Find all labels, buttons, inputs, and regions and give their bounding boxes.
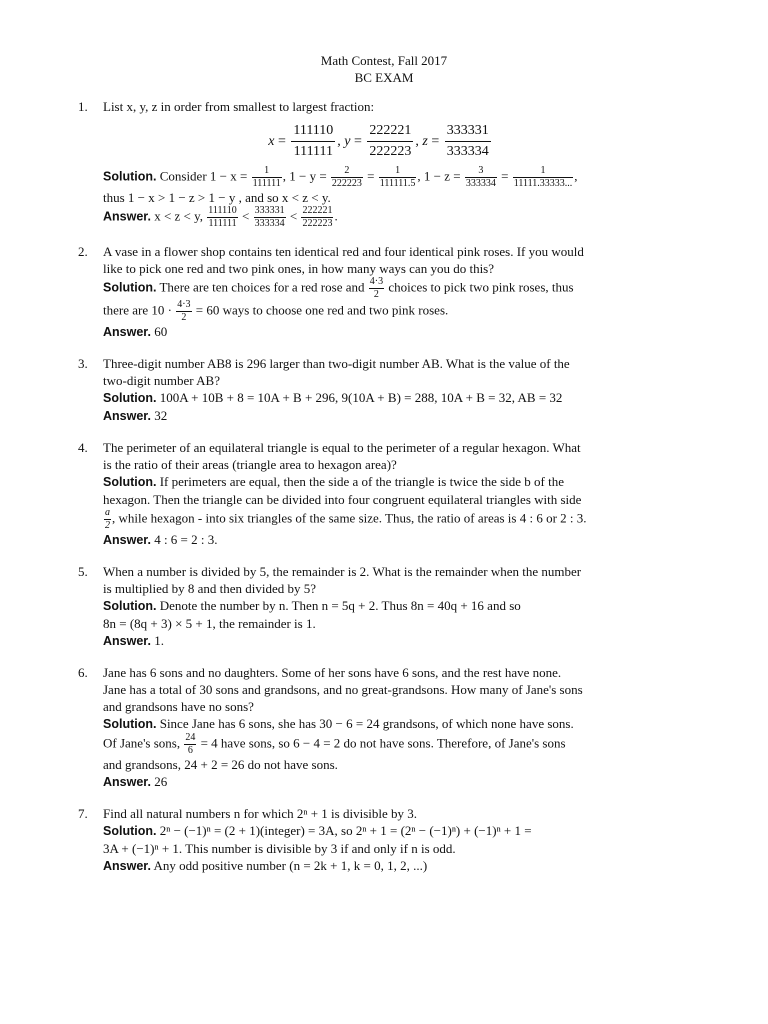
answer-line: Answer. Any odd positive number (n = 2k + 1, k = 0, 1, 2, ...) bbox=[103, 858, 428, 874]
answer-line: Answer. x < z < y, $\frac{111110}{111111}$ < $\frac{333331}{333334}$ < $\frac{222221}{222223}$ . bbox=[103, 205, 338, 230]
answer-label: Answer. bbox=[103, 409, 151, 424]
fraction-z: $\frac{333331}{333334}$ bbox=[446, 123, 489, 160]
answer-line: Answer. 26 bbox=[103, 774, 168, 790]
problem-number: 7. bbox=[78, 806, 88, 822]
answer-line: Answer. 60 bbox=[103, 324, 168, 340]
solution-line: Solution. Consider 1 − x = $\frac{1}{111111}$ , 1 − y = $\frac{2}{222223}$ = $\frac{1}{111111.5}$ , 1 − z = $\frac{3}{333334}$ = $\frac{1}{11111.33333...}$ , bbox=[103, 165, 578, 190]
exam-subtitle: BC EXAM bbox=[354, 70, 414, 85]
solution-line: hexagon. Then the triangle can be divided into four congruent equilateral triangles with side bbox=[103, 492, 582, 508]
answer-line: Answer. 1. bbox=[103, 633, 164, 649]
problem-2 bbox=[78, 243, 658, 341]
problem-number: 1. bbox=[78, 99, 88, 114]
problem-3 bbox=[78, 355, 658, 425]
solution-line: 3A + (−1)ⁿ + 1. This number is divisible by 3 if and only if n is odd. bbox=[103, 841, 456, 857]
problem-list bbox=[78, 98, 658, 889]
problem-number: 2. bbox=[78, 244, 88, 260]
exam-header bbox=[0, 52, 768, 86]
fraction-x: $\frac{111110}{111111}$ bbox=[293, 123, 334, 160]
problem-question: Jane has 6 sons and no daughters. Some of her sons have 6 sons, and the rest have none. bbox=[103, 665, 562, 681]
problem-question: two-digit number AB? bbox=[103, 373, 220, 389]
solution-label: Solution. bbox=[103, 280, 157, 295]
problem-5 bbox=[78, 563, 658, 650]
solution-line: Solution. 2ⁿ − (−1)ⁿ = (2 + 1)(integer) = 3A, so 2ⁿ + 1 = (2ⁿ − (−1)ⁿ) + (−1)ⁿ + 1 = bbox=[103, 823, 532, 839]
fraction-display: x = $\frac{111110}{111111}$ , y = $\frac{222221}{222223}$ , z = $\frac{333331}{333334}$ bbox=[268, 123, 489, 160]
problem-question: Jane has a total of 30 sons and grandsons, and no great-grandsons. How many of Jane's sons bbox=[103, 682, 583, 698]
problem-4 bbox=[78, 439, 658, 549]
solution-line: Solution. If perimeters are equal, then the side a of the triangle is twice the side b of the bbox=[103, 474, 565, 490]
solution-label: Solution. bbox=[103, 391, 157, 406]
problem-1 bbox=[78, 98, 658, 229]
answer-label: Answer. bbox=[103, 775, 151, 790]
problem-number: 5. bbox=[78, 564, 88, 580]
answer-label: Answer. bbox=[103, 634, 151, 649]
solution-line: and grandsons, 24 + 2 = 26 do not have sons. bbox=[103, 757, 338, 773]
answer-label: Answer. bbox=[103, 325, 151, 340]
problem-6 bbox=[78, 664, 658, 791]
problem-question: like to pick one red and two pink ones, in how many ways can you do this? bbox=[103, 261, 495, 277]
solution-line: 8n = (8q + 3) × 5 + 1, the remainder is 1. bbox=[103, 616, 316, 632]
solution-label: Solution. bbox=[103, 169, 157, 184]
problem-question: is the ratio of their areas (triangle area to hexagon area)? bbox=[103, 457, 397, 473]
problem-question: The perimeter of an equilateral triangle is equal to the perimeter of a regular hexagon. What bbox=[103, 440, 581, 456]
problem-question: A vase in a flower shop contains ten identical red and four identical pink roses. If you would bbox=[103, 244, 584, 260]
solution-line: Solution. There are ten choices for a red rose and $\frac{4\cdot 3}{2}$ choices to pick two pink roses, thus bbox=[103, 276, 574, 301]
solution-line: Solution. 100A + 10B + 8 = 10A + B + 296, 9(10A + B) = 288, 10A + B = 32, AB = 32 bbox=[103, 390, 563, 406]
solution-line: Of Jane's sons, $\frac{24}{6}$ = 4 have sons, so 6 − 4 = 2 do not have sons. Therefore, of Jane's sons bbox=[103, 732, 566, 757]
solution-line: thus 1 − x > 1 − z > 1 − y , and so x < z < y. bbox=[103, 190, 331, 206]
problem-number: 6. bbox=[78, 665, 88, 681]
solution-label: Solution. bbox=[103, 599, 157, 614]
problem-number: 3. bbox=[78, 356, 88, 372]
problem-number: 4. bbox=[78, 440, 88, 456]
answer-line: Answer. 32 bbox=[103, 408, 168, 424]
answer-label: Answer. bbox=[103, 859, 151, 874]
exam-title: Math Contest, Fall 2017 bbox=[320, 53, 448, 68]
solution-line: Solution. Since Jane has 6 sons, she has 30 − 6 = 24 grandsons, of which none have sons. bbox=[103, 716, 574, 732]
answer-label: Answer. bbox=[103, 209, 151, 224]
fraction-y: $\frac{222221}{222223}$ bbox=[369, 123, 412, 160]
problem-question: When a number is divided by 5, the remainder is 2. What is the remainder when the number bbox=[103, 564, 582, 580]
solution-label: Solution. bbox=[103, 824, 157, 839]
solution-line: there are 10 · $\frac{4\cdot 3}{2}$ = 60 ways to choose one red and two pink roses. bbox=[103, 299, 449, 324]
solution-label: Solution. bbox=[103, 717, 157, 732]
problem-question: Three-digit number AB8 is 296 larger than two-digit number AB. What is the value of the bbox=[103, 356, 570, 372]
problem-question: Find all natural numbers n for which 2ⁿ + 1 is divisible by 3. bbox=[103, 806, 417, 822]
answer-label: Answer. bbox=[103, 533, 151, 548]
solution-label: Solution. bbox=[103, 475, 157, 490]
problem-7 bbox=[78, 805, 658, 875]
solution-line: $\frac{a}{2}$ , while hexagon - into six triangles of the same size. Thus, the ratio of areas is 4 : 6 or 2 : 3. bbox=[105, 507, 587, 532]
problem-question: and grandsons have no sons? bbox=[103, 699, 254, 715]
problem-question: is multiplied by 8 and then divided by 5? bbox=[103, 581, 317, 597]
solution-line: Solution. Denote the number by n. Then n = 5q + 2. Thus 8n = 40q + 16 and so bbox=[103, 598, 521, 614]
answer-line: Answer. 4 : 6 = 2 : 3. bbox=[103, 532, 218, 548]
problem-question: List x, y, z in order from smallest to largest fraction: bbox=[103, 99, 375, 114]
